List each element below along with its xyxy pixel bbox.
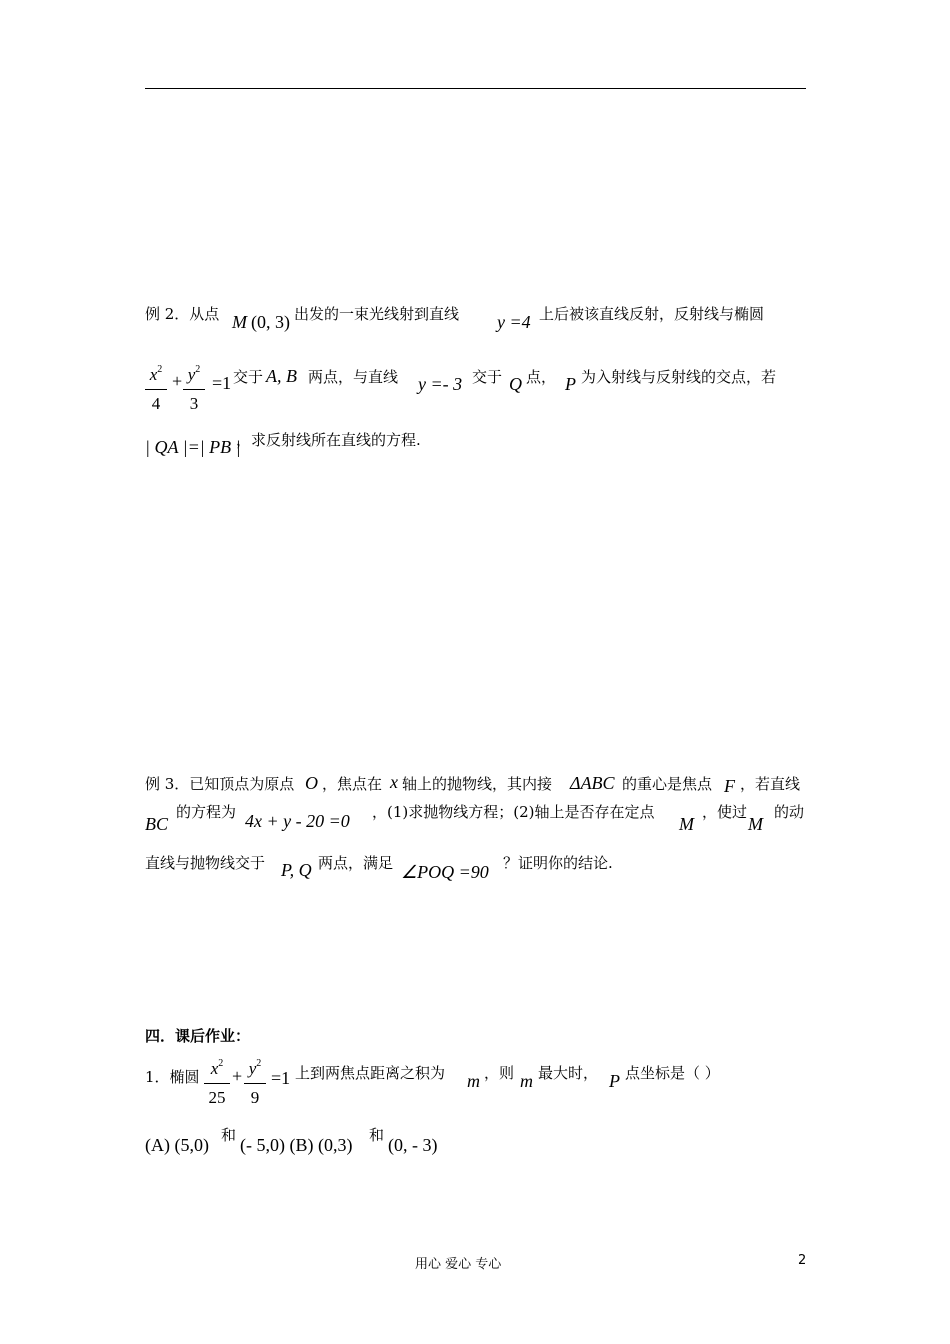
q1-and-1: 和	[221, 1126, 237, 1144]
header-rule	[145, 88, 806, 89]
ex2-ellipse-num-x: x	[149, 365, 158, 384]
q1-text-1: 1．椭圆	[145, 1068, 200, 1086]
ex3-text-12: ？证明你的结论.	[503, 854, 613, 872]
ex2-ellipse-frac-x: $x^2$ 4	[145, 364, 167, 416]
q1-option-a	[145, 1135, 209, 1156]
ex2-point-q: Q	[509, 374, 522, 394]
ex2-ellipse-frac-y: $y^2$ 3	[183, 364, 205, 416]
ex2-ellipse-den-3: 3	[189, 394, 199, 413]
section-homework-title: 四．课后作业：	[145, 1027, 251, 1045]
q1-text-4: 最大时，	[538, 1064, 599, 1082]
q1-ellipse-eq: =1	[271, 1068, 291, 1088]
ex2-text-5: 两点，与直线	[308, 368, 399, 386]
ex2-ellipse-plus: +	[172, 371, 183, 391]
ex2-text-2: 出发的一束光线射到直线	[294, 305, 460, 323]
q1-text-3: ，则	[484, 1064, 515, 1082]
ex3-line-equation-text: 4x + y - 20 =0	[245, 811, 350, 831]
ex3-line-equation	[245, 811, 350, 832]
ex3-point-m2: M	[748, 814, 763, 834]
ex3-text-11: 两点，满足	[318, 854, 394, 872]
ex3-line-bc: BC	[145, 814, 169, 834]
q1-ellipse-den-9: 9	[250, 1088, 260, 1107]
q1-point-p: P	[609, 1071, 620, 1091]
ex3-text-1: 例 3．已知顶点为原点	[145, 775, 295, 793]
ex2-line-y-3: y =- 3	[418, 374, 463, 394]
q1-text-5: 点坐标是（ ）	[625, 1064, 720, 1082]
ex2-points-ab: A, B	[266, 366, 297, 386]
ex2-point-p: P	[565, 374, 576, 394]
ex2-text-8: 为入射线与反射线的交点，若	[581, 368, 777, 386]
ex3-angle-condition: ∠POQ =90	[401, 862, 489, 882]
ex2-point-m: M	[232, 312, 247, 332]
ex3-triangle: ΔABC	[570, 773, 615, 793]
q1-var-m1: m	[467, 1071, 480, 1091]
ex2-text-4: 交于	[233, 368, 264, 386]
q1-option-a-text: (A) (5,0)	[145, 1135, 209, 1155]
ex2-text-1: 例 2．从点	[145, 305, 220, 323]
q1-ellipse-frac-y: $y^2$ 9	[244, 1058, 266, 1110]
q1-ellipse-plus: +	[232, 1066, 243, 1086]
ex3-focus-f: F	[724, 776, 735, 796]
footer-motto: 用心 爱心 专心	[415, 1257, 502, 1272]
ex3-point-m1: M	[679, 814, 694, 834]
ex2-text-6: 交于	[472, 368, 503, 386]
page-number: 2	[798, 1253, 807, 1268]
ex3-text-9: 的动	[774, 803, 805, 821]
ex2-ellipse-num-y: y	[187, 365, 196, 384]
ex2-abs-condition: | QA |=| PB |	[145, 437, 241, 457]
ex3-text-6: 的方程为	[176, 803, 237, 821]
ex2-ellipse-den-4: 4	[151, 394, 161, 413]
q1-option-b2: (0, - 3)	[388, 1135, 438, 1155]
q1-ellipse-num-y: y	[248, 1059, 257, 1078]
ex3-text-10: 直线与抛物线交于	[145, 854, 266, 872]
ex3-text-5: ，若直线	[740, 775, 801, 793]
ex2-line-y4: y =4	[497, 312, 531, 332]
ex2-text-7: 点，	[526, 368, 557, 386]
q1-var-m2: m	[520, 1071, 533, 1091]
q1-ellipse-num-x: x	[210, 1059, 219, 1078]
q1-text-2: 上到两焦点距离之积为	[295, 1064, 446, 1082]
ex3-axis-x: x	[390, 772, 398, 792]
ex3-text-8: ，使过	[702, 803, 748, 821]
ex3-text-7: ，(1)求抛物线方程；(2)轴上是否存在定点	[372, 803, 655, 821]
ex2-text-9: ，求反射线所在直线的方程.	[236, 431, 421, 449]
q1-ellipse-frac-x: $x^2$ 25	[204, 1058, 230, 1110]
ex3-text-2: ，焦点在	[322, 775, 383, 793]
ex3-text-3: 轴上的抛物线，其内接	[402, 775, 553, 793]
ex3-text-4: 的重心是焦点	[622, 775, 713, 793]
ex2-ellipse-eq: =1	[212, 373, 232, 393]
q1-ellipse-den-25: 25	[208, 1088, 226, 1107]
q1-option-b: (- 5,0) (B) (0,3)	[240, 1135, 353, 1155]
ex2-text-3: 上后被该直线反射，反射线与椭圆	[539, 305, 765, 323]
ex3-points-pq: P, Q	[281, 860, 312, 880]
q1-and-2: 和	[369, 1126, 385, 1144]
ex2-point-m-coord: (0, 3)	[251, 312, 290, 332]
ex3-origin-o: O	[305, 773, 318, 793]
